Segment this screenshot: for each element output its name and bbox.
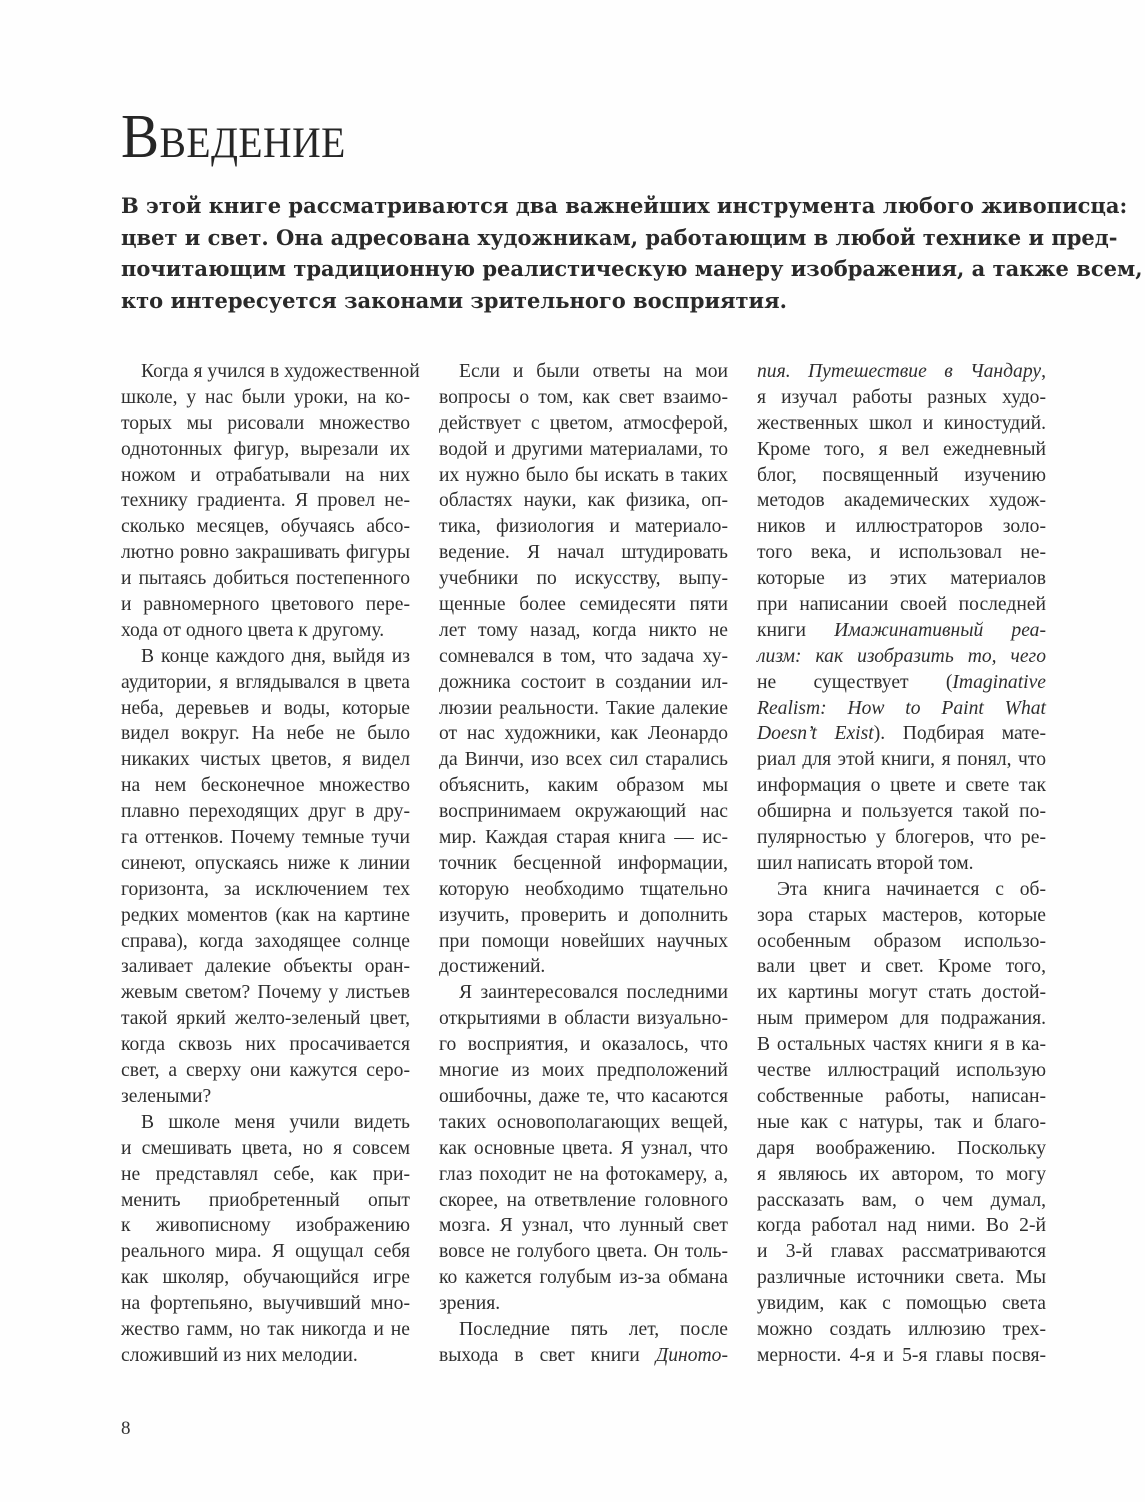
column-line: [757, 644, 1046, 670]
column-line: блог, посвященный изучению: [757, 464, 1046, 486]
column-line: их картины могут стать достой-: [757, 982, 1046, 1004]
lead-line: В этой книге рассматриваются два важнейших инструмента любого живописца:: [121, 193, 1128, 218]
column-line: справа), когда заходящее солнце: [121, 930, 410, 952]
column-line: Doesn’t Exist). Подбирая мате-: [757, 723, 1046, 745]
column-line: свет, а сверху они кажутся серо-: [121, 1060, 410, 1082]
column-line: однотонных фигур, вырезали их: [121, 438, 410, 460]
column-line: плавно переходящих друг в дру-: [121, 801, 410, 823]
column-line: рассказать вам, о чем думал,: [757, 1189, 1046, 1211]
column-line: [757, 696, 1046, 722]
column-line: не существует (Imaginative: [757, 671, 1046, 693]
column-line: Когда я учился в художественной: [141, 361, 420, 382]
column-line: когда сквозь них просачивается: [121, 1034, 410, 1056]
column-line: таких основополагающих вещей,: [439, 1111, 728, 1133]
column-line: лютно ровно закрашивать фигуры: [121, 542, 410, 564]
column-line: хода от одного цвета к другому.: [121, 619, 385, 641]
lead-paragraph: [121, 190, 1143, 316]
column-line: ножом и отрабатывали на них: [121, 464, 410, 486]
column-line: при написании своей последней: [757, 594, 1046, 616]
column-line: Последние пять лет, после: [459, 1318, 728, 1340]
book-title-italic: Диното-: [655, 1344, 728, 1366]
column-line: сложивший из них мелодии.: [121, 1344, 358, 1366]
column-line: учебники по искусству, выпу-: [439, 568, 728, 590]
column-line: сомневался в том, что задача ху-: [439, 645, 728, 667]
column-line: го восприятия, и оказалось, что: [439, 1034, 728, 1056]
column-line: их нужно было бы искать в таких: [439, 464, 728, 486]
column-line: особенным образом использо-: [757, 930, 1046, 952]
lead-line: цвет и свет. Она адресована художникам, работающим в любой технике и пред-: [121, 224, 1118, 250]
column-line: на нем бесконечное множество: [121, 775, 410, 797]
column-line: зрения.: [439, 1293, 501, 1315]
book-title-italic: Imaginative: [952, 671, 1046, 693]
column-line: обширна и пользуется такой по-: [757, 801, 1046, 823]
column-line: горизонта, за исключением тех: [121, 878, 410, 900]
column-line: областях науки, как физика, оп-: [439, 490, 728, 512]
column-line: риал для этой книги, я понял, что: [757, 749, 1046, 771]
book-title-italic: Doesn’t Exist: [757, 723, 874, 745]
book-title-italic: пия. Путешествие в Чандару: [757, 361, 1042, 382]
book-title-italic: лизм: как изобразить то, чего: [757, 645, 1046, 667]
column-line: ников и иллюстраторов золо-: [757, 516, 1046, 538]
column-line: честве иллюстраций использую: [757, 1060, 1046, 1082]
column-line: воспринимаем окружающий нас: [439, 801, 728, 823]
column-line: шил написать второй том.: [757, 852, 974, 874]
column-line: и 3-й главах рассматриваются: [757, 1241, 1046, 1263]
column-line: торых мы рисовали множество: [121, 412, 410, 434]
column-line: и смешивать цвета, но я совсем: [121, 1137, 410, 1159]
column-line: Эта книга начинается с об-: [777, 878, 1046, 900]
book-title-italic: Имажинативный реа-: [834, 619, 1046, 641]
column-line: га оттенков. Почему темные тучи: [121, 827, 410, 849]
text-column-3: [757, 359, 1046, 1369]
column-line: ведение. Я начал штудировать: [439, 542, 728, 564]
page-title: Введение: [121, 103, 346, 171]
column-line: водой и другими материалами, то: [439, 438, 728, 460]
column-line: Кроме того, я вел ежедневный: [757, 438, 1046, 460]
column-line: сколько месяцев, обучаясь абсо-: [121, 516, 410, 538]
column-line: лет тому назад, когда никто не: [439, 619, 728, 641]
column-line: собственные работы, написан-: [757, 1085, 1046, 1107]
column-line: В школе меня учили видеть: [141, 1111, 410, 1133]
column-line: открытиями в области визуально-: [439, 1008, 728, 1030]
column-line: и равномерного цветового пере-: [121, 594, 410, 616]
column-line: выхода в свет книги Диното-: [439, 1344, 728, 1366]
column-line: синеют, опускаясь ниже к линии: [121, 852, 410, 874]
column-line: увидим, как с помощью света: [757, 1293, 1046, 1315]
column-line: скорее, на ответвление головного: [439, 1189, 728, 1211]
text-column-1: [121, 359, 420, 1369]
column-line: которые из этих материалов: [757, 568, 1046, 590]
column-line: и пытаясь добиться постепенного: [121, 568, 410, 590]
column-line: жество гамм, но так никогда и не: [121, 1318, 410, 1340]
column-line: реального мира. Я ощущал себя: [121, 1241, 410, 1263]
column-line: я являюсь их автором, то могу: [757, 1163, 1046, 1185]
column-line: на фортепьяно, выучивший мно-: [121, 1293, 410, 1315]
column-line: жественных школ и киностудий.: [757, 412, 1046, 434]
column-line: как школяр, обучающийся игре: [121, 1267, 410, 1289]
column-line: как основные цвета. Я узнал, что: [439, 1137, 728, 1159]
text-column-2: [439, 359, 728, 1369]
column-line: аудитории, я вглядывался в цвета: [121, 671, 410, 693]
column-line: книги Имажинативный реа-: [757, 619, 1046, 641]
column-line: щенные более семидесяти пяти: [439, 594, 728, 616]
column-line: зелеными?: [121, 1085, 212, 1107]
column-line: жевым светом? Почему у листьев: [121, 982, 410, 1004]
column-line: когда работал над ними. Во 2-й: [757, 1215, 1046, 1237]
column-line: точник бесценной информации,: [439, 852, 728, 874]
column-line: видел вокруг. На небе не было: [121, 723, 410, 745]
column-line: при помощи новейших научных: [439, 930, 728, 952]
column-line: никаких чистых цветов, я видел: [121, 749, 410, 771]
column-line: различные источники света. Мы: [757, 1267, 1046, 1289]
column-line: вопросы о том, как свет взаимо-: [439, 386, 728, 408]
column-line: Если и были ответы на мои: [459, 361, 728, 382]
column-line: к живописному изображению: [121, 1215, 410, 1237]
column-line: пия. Путешествие в Чандару,: [757, 361, 1046, 382]
column-line: люзии реальности. Такие далекие: [439, 697, 728, 719]
column-line: вали цвет и свет. Кроме того,: [757, 956, 1046, 978]
column-line: методов академических худож-: [757, 490, 1046, 512]
column-line: вовсе не голубого цвета. Он толь-: [439, 1241, 728, 1263]
column-line: действует с цветом, атмосферой,: [439, 412, 728, 434]
column-line: технику градиента. Я провел не-: [121, 490, 410, 512]
column-line: менить приобретенный опыт: [121, 1189, 410, 1211]
column-line: изучить, проверить и дополнить: [439, 904, 728, 926]
column-line: ные как с натуры, так и благо-: [757, 1111, 1046, 1133]
column-line: мозга. Я узнал, что лунный свет: [439, 1215, 728, 1237]
column-line: информация о цвете и свете так: [757, 775, 1046, 797]
column-line: тика, физиология и материало-: [439, 516, 728, 538]
column-line: мерности. 4-я и 5-я главы посвя-: [757, 1344, 1046, 1366]
page-number: 8: [121, 1418, 131, 1439]
column-line: даря воображению. Поскольку: [757, 1137, 1046, 1159]
column-line: я изучал работы разных худо-: [757, 386, 1046, 408]
column-line: такой яркий желто-зеленый цвет,: [121, 1008, 410, 1030]
column-line: школе, у нас были уроки, на ко-: [121, 386, 410, 408]
column-line: зора старых мастеров, которые: [757, 904, 1046, 926]
column-line: ко кажется голубым из-за обмана: [439, 1267, 728, 1289]
column-line: ошибочны, даже те, что касаются: [439, 1085, 728, 1107]
column-line: глаз походит не на фотокамеру, а,: [439, 1163, 728, 1185]
column-line: от нас художники, как Леонардо: [439, 723, 728, 745]
book-title-italic: Realism: How to Paint What: [757, 697, 1046, 719]
column-line: которую необходимо тщательно: [439, 878, 728, 900]
column-line: В остальных частях книги я в ка-: [757, 1034, 1046, 1056]
column-line: того века, и использовал не-: [757, 542, 1046, 564]
column-line: не представлял себе, как при-: [121, 1163, 410, 1185]
column-line: дожника состоит в создании ил-: [439, 671, 728, 693]
column-line: В конце каждого дня, выйдя из: [141, 645, 410, 667]
column-line: да Винчи, изо всех сил старались: [439, 749, 728, 771]
column-line: можно создать иллюзию трех-: [757, 1318, 1046, 1340]
lead-line: почитающим традиционную реалистическую манеру изображения, а также всем,: [121, 256, 1143, 281]
column-line: пулярностью у блогеров, что ре-: [757, 827, 1046, 849]
column-line: редких моментов (как на картине: [121, 904, 410, 926]
column-line: ным примером для подражания.: [757, 1008, 1046, 1030]
column-line: Я заинтересовался последними: [459, 982, 728, 1004]
column-line: многие из моих предположений: [439, 1060, 728, 1082]
column-line: достижений.: [439, 956, 546, 978]
column-line: мир. Каждая старая книга — ис-: [439, 827, 728, 849]
column-line: объяснить, каким образом мы: [439, 775, 728, 797]
column-line: заливает далекие объекты оран-: [121, 956, 410, 978]
column-line: неба, деревьев и воды, которые: [121, 697, 410, 719]
lead-line: кто интересуется законами зрительного восприятия.: [121, 287, 787, 313]
